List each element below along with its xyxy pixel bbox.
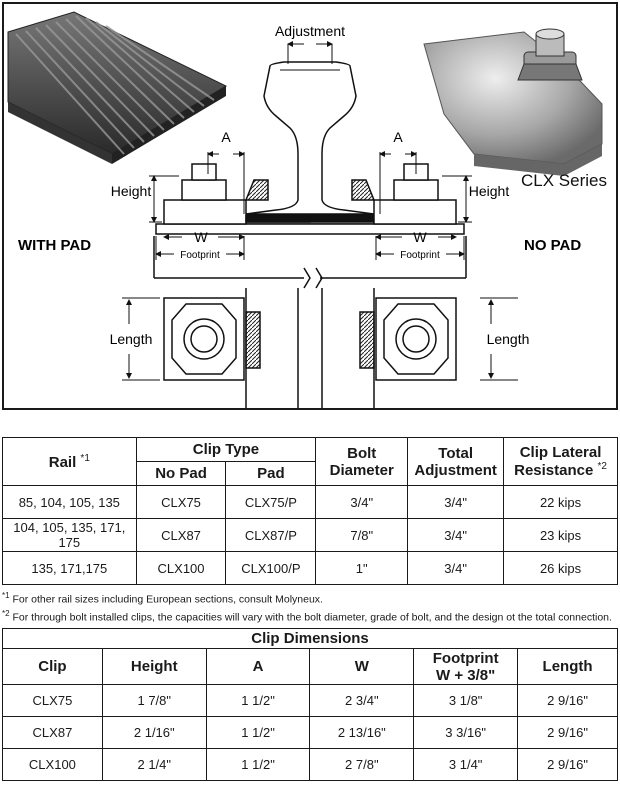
with-pad-label: WITH PAD bbox=[18, 237, 92, 254]
height-label-left: Height bbox=[110, 183, 152, 199]
adjustment-dimension bbox=[288, 44, 332, 64]
cell-height: 1 7/8" bbox=[102, 685, 206, 717]
table-title: Clip Dimensions bbox=[3, 629, 618, 649]
w-label-right: W bbox=[413, 229, 427, 245]
rail-plan-view bbox=[246, 288, 374, 408]
cell-w: 2 13/16" bbox=[310, 717, 414, 749]
cell-a: 1 1/2" bbox=[206, 685, 310, 717]
footprint-label-right: Footprint bbox=[400, 250, 440, 261]
header-adj-line1: Total bbox=[438, 444, 473, 462]
clx-clip-image bbox=[424, 29, 602, 176]
table-row bbox=[3, 519, 618, 552]
header-footprint-line2: W + 3/8" bbox=[436, 666, 496, 684]
cell-w: 2 3/4" bbox=[310, 685, 414, 717]
series-label: CLX Series bbox=[521, 171, 607, 190]
length-label-right: Length bbox=[486, 331, 530, 347]
cell-footprint: 3 1/8" bbox=[414, 685, 518, 717]
header-w: W bbox=[310, 649, 414, 685]
header-rail-text: Rail bbox=[48, 453, 77, 471]
header-bolt-line1: Bolt bbox=[347, 444, 377, 462]
cell-length: 2 9/16" bbox=[518, 685, 618, 717]
cell-height: 2 1/16" bbox=[102, 717, 206, 749]
header-rail-note: *1 bbox=[80, 452, 90, 464]
cell-bolt: 1" bbox=[316, 552, 408, 585]
cell-w: 2 7/8" bbox=[310, 749, 414, 781]
cell-footprint: 3 1/4" bbox=[414, 749, 518, 781]
header-no-pad: No Pad bbox=[136, 462, 226, 486]
w-label-left: W bbox=[194, 229, 208, 245]
header-clip-type: Clip Type bbox=[136, 438, 316, 462]
cell-height: 2 1/4" bbox=[102, 749, 206, 781]
cell-length: 2 9/16" bbox=[518, 717, 618, 749]
cell-clip: CLX75 bbox=[3, 685, 103, 717]
header-footprint bbox=[414, 649, 518, 685]
table-row bbox=[3, 552, 618, 585]
header-lat-line1: Clip Lateral bbox=[519, 444, 602, 461]
table-row bbox=[3, 486, 618, 519]
header-a: A bbox=[206, 649, 310, 685]
cell-footprint: 3 3/16" bbox=[414, 717, 518, 749]
footnote-1 bbox=[2, 590, 612, 608]
cell-pad: CLX75/P bbox=[226, 486, 316, 519]
cell-rail: 135, 171,175 bbox=[3, 552, 137, 585]
cell-length: 2 9/16" bbox=[518, 749, 618, 781]
cell-a: 1 1/2" bbox=[206, 717, 310, 749]
clip-dimensions-table bbox=[2, 628, 618, 781]
cell-adjustment: 3/4" bbox=[408, 552, 504, 585]
a-label-right: A bbox=[393, 129, 403, 145]
cell-pad: CLX100/P bbox=[226, 552, 316, 585]
cell-clip: CLX87 bbox=[3, 717, 103, 749]
cell-pad: CLX87/P bbox=[226, 519, 316, 552]
clip-type-table bbox=[2, 437, 618, 585]
header-bolt-diameter bbox=[316, 438, 408, 486]
header-lat-note: *2 bbox=[597, 461, 607, 472]
table-row bbox=[3, 717, 618, 749]
header-footprint-line1: Footprint bbox=[432, 649, 499, 667]
header-total-adjustment bbox=[408, 438, 504, 486]
footnote-2 bbox=[2, 608, 612, 626]
clip-diagram bbox=[4, 4, 616, 408]
no-pad-label: NO PAD bbox=[524, 237, 582, 254]
header-lat-line2: Resistance bbox=[514, 462, 594, 479]
cell-resistance: 22 kips bbox=[504, 486, 618, 519]
cell-bolt: 3/4" bbox=[316, 486, 408, 519]
cell-resistance: 23 kips bbox=[504, 519, 618, 552]
cell-adjustment: 3/4" bbox=[408, 519, 504, 552]
footnote-1-mark: *1 bbox=[2, 591, 10, 600]
header-lateral-resistance bbox=[504, 438, 618, 486]
header-rail bbox=[3, 438, 137, 486]
length-label-left: Length bbox=[109, 331, 153, 347]
clip-diagram-figure bbox=[2, 2, 618, 410]
header-pad: Pad bbox=[226, 462, 316, 486]
footnote-2-text: For through bolt installed clips, the capacities will vary with the bolt diameter, grade of bolt, and the design ot the total connection. bbox=[12, 611, 612, 624]
cell-no-pad: CLX100 bbox=[136, 552, 226, 585]
cell-resistance: 26 kips bbox=[504, 552, 618, 585]
cell-rail: 104, 105, 135, 171, 175 bbox=[3, 519, 137, 552]
cell-rail: 85, 104, 105, 135 bbox=[3, 486, 137, 519]
rubber-pad-image bbox=[8, 12, 226, 164]
header-length: Length bbox=[518, 649, 618, 685]
height-label-right: Height bbox=[468, 183, 510, 199]
footnote-2-mark: *2 bbox=[2, 608, 10, 618]
table-row bbox=[3, 749, 618, 781]
footnotes bbox=[2, 590, 612, 626]
adjustment-label: Adjustment bbox=[274, 23, 346, 39]
header-height: Height bbox=[102, 649, 206, 685]
cell-no-pad: CLX87 bbox=[136, 519, 226, 552]
cell-a: 1 1/2" bbox=[206, 749, 310, 781]
cell-clip: CLX100 bbox=[3, 749, 103, 781]
cell-bolt: 7/8" bbox=[316, 519, 408, 552]
header-adj-line2: Adjustment bbox=[414, 461, 497, 479]
table-row bbox=[3, 685, 618, 717]
cell-no-pad: CLX75 bbox=[136, 486, 226, 519]
header-bolt-line2: Diameter bbox=[329, 461, 394, 479]
cell-adjustment: 3/4" bbox=[408, 486, 504, 519]
footnote-1-text: For other rail sizes including European sections, consult Molyneux. bbox=[12, 593, 323, 606]
a-label-left: A bbox=[221, 129, 231, 145]
header-clip: Clip bbox=[3, 649, 103, 685]
footprint-label-left: Footprint bbox=[180, 250, 220, 261]
